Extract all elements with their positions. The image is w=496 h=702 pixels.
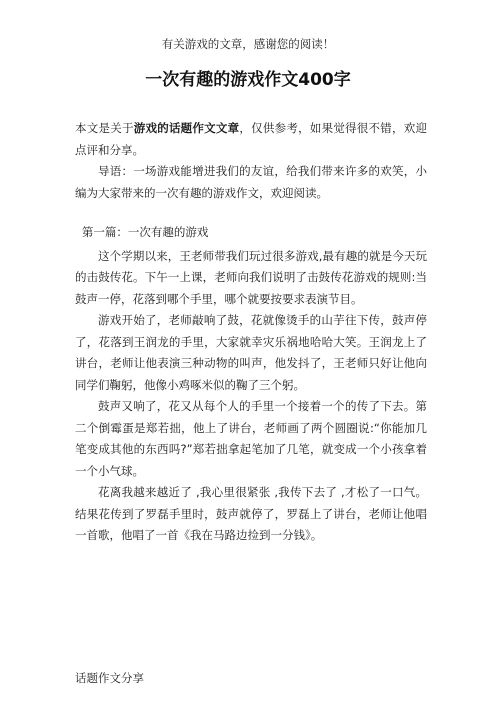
- header-note: 有关游戏的文章，感谢您的阅读！: [161, 37, 335, 51]
- body-paragraph-3: 鼓声又响了，花又从每个人的手里一个接着一个的传了下去。第二个倒霉蛋是郑若拙，他上了讲台，老师画了两个圆圈说:“你能加几笔变成其他的东西吗?”郑若拙拿起笔加了几笔，就变成一个小孩拿着一个小气球。: [75, 399, 427, 478]
- body-paragraph-2: 游戏开始了，老师敲响了鼓，花就像烫手的山芋往下传，鼓声停了，花落到王润龙的手里，大家就幸灾乐祸地哈哈大笑。王润龙上了讲台，老师让他表演三种动物的叫声，他发抖了，王老师只好让他向同学们鞠躬，他像小鸡啄米似的鞠了三个躬。: [75, 313, 427, 392]
- intro-paragraph: [75, 118, 427, 161]
- body-paragraph-4: 花离我越来越近了 ,我心里很紧张 ,我传下去了 ,才松了一口气。结果花传到了罗磊手里时，鼓声就停了，罗磊上了讲台，老师让他唱一首歌，他唱了一首《我在马路边捡到一分钱》。: [75, 485, 427, 542]
- page-title: 一次有趣的游戏作文400字: [145, 70, 351, 90]
- intro-suffix: ，仅供参考，如果觉得很不错，欢迎点评和分享。: [75, 121, 428, 157]
- article-body: [75, 118, 427, 547]
- intro-prefix: 本文是关于: [75, 121, 134, 135]
- guide-paragraph: 导语：一场游戏能增进我们的友谊，给我们带来许多的欢笑，小编为大家带来的一次有趣的游戏作文，欢迎阅读。: [75, 164, 427, 200]
- intro-topic: 游戏的话题作文文章: [133, 121, 240, 135]
- footer-label: 话题作文分享: [75, 671, 144, 685]
- section-heading: 第一篇：一次有趣的游戏: [81, 225, 209, 239]
- body-paragraph-1: 这个学期以来，王老师带我们玩过很多游戏,最有趣的就是今天玩的击鼓传花。下午一上课，老师向我们说明了击鼓传花游戏的规则:当鼓声一停，花落到哪个手里，哪个就要按要求表演节目。: [75, 248, 427, 306]
